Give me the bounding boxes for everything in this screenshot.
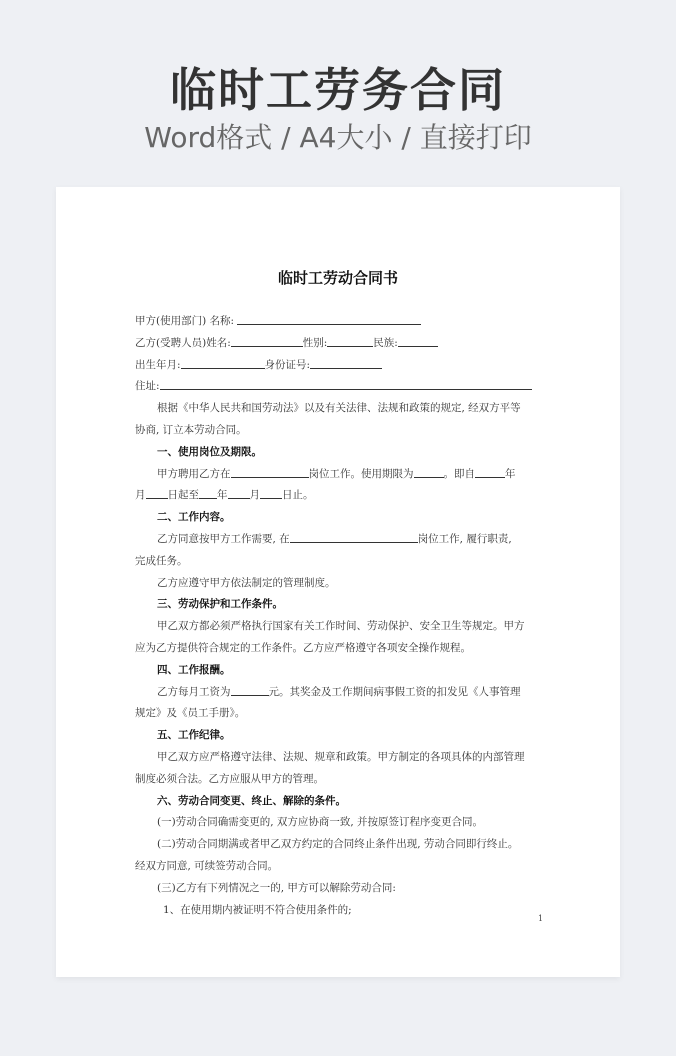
section-1-heading: 一、使用岗位及期限。 <box>157 445 262 458</box>
party-b-name-label: 乙方(受聘人员)姓名: <box>135 336 231 349</box>
address-label: 住址: <box>135 380 160 393</box>
birth-line <box>135 355 545 377</box>
section-4-line-1 <box>135 682 545 704</box>
address-blank <box>160 377 532 390</box>
section-1-line-2 <box>135 485 545 507</box>
name-blank <box>231 334 303 347</box>
section-4-line-2: 规定》及《员工手册》。 <box>135 707 246 720</box>
gender-blank <box>327 334 373 347</box>
gender-label: 性别: <box>302 336 328 349</box>
party-b-line <box>135 333 545 355</box>
s1-text-e: 月 <box>135 489 146 502</box>
s4-text-b: 元。其奖金及工作期间病事假工资的扣发见《人事管理 <box>268 685 521 698</box>
section-3-line-1: 甲乙双方都必须严格执行国家有关工作时间、劳动保护、安全卫生等规定。甲方 <box>157 620 525 633</box>
section-5-line-2: 制度必须合法。乙方应服从甲方的管理。 <box>135 772 324 785</box>
id-label: 身份证号: <box>264 358 311 371</box>
section-3-heading: 三、劳动保护和工作条件。 <box>157 598 283 611</box>
ethnicity-label: 民族: <box>373 336 398 349</box>
section-6-line-2: (二)劳动合同期满或者甲乙双方约定的合同终止条件出现, 劳动合同即行终止。 <box>157 838 519 851</box>
start-day-blank <box>146 486 168 499</box>
intro-paragraph: 根据《中华人民共和国劳动法》以及有关法律、法规和政策的规定, 经双方平等 <box>157 402 521 415</box>
section-6-line-1: (一)劳动合同确需变更的, 双方应协商一致, 并按原签订程序变更合同。 <box>157 816 484 829</box>
s1-text-f: 日起至 <box>167 489 199 502</box>
period-blank <box>414 465 444 478</box>
party-a-blank <box>237 312 421 325</box>
page-number: 1 <box>538 914 544 923</box>
id-blank <box>310 356 382 369</box>
end-month-blank <box>228 486 250 499</box>
end-year-blank <box>199 486 217 499</box>
party-a-label: 甲方(使用部门) 名称: <box>135 315 235 327</box>
birth-label: 出生年月: <box>135 358 181 371</box>
s1-text-b: 岗位工作。使用期限为 <box>308 467 414 480</box>
section-6-heading: 六、劳动合同变更、终止、解除的条件。 <box>157 794 346 807</box>
s1-text-c: 。即自 <box>443 467 475 480</box>
ethnicity-blank <box>398 334 438 347</box>
s1-text-h: 月 <box>249 489 260 502</box>
section-1-line-1 <box>135 464 545 486</box>
section-3-line-2: 应为乙方提供符合规定的工作条件。乙方应严格遵守各项安全操作规程。 <box>135 641 471 654</box>
salary-blank <box>231 683 269 696</box>
section-6-line-5: 1、在使用期内被证明不符合使用条件的; <box>163 903 352 916</box>
party-a-line <box>135 311 545 333</box>
s2-text-a: 乙方同意按甲方工作需要, 在 <box>157 532 290 545</box>
s2-text-b: 岗位工作, 履行职责, <box>417 532 512 545</box>
document-page <box>56 187 620 977</box>
start-year-blank <box>475 465 505 478</box>
section-5-line-1: 甲乙双方应严格遵守法律、法规、规章和政策。甲方制定的各项具体的内部管理 <box>157 750 525 763</box>
intro-paragraph-cont: 协商, 订立本劳动合同。 <box>135 423 247 436</box>
section-6-line-4: (三)乙方有下列情况之一的, 甲方可以解除劳动合同: <box>157 881 396 894</box>
banner-subtitle: Word格式 / A4大小 / 直接打印 <box>144 121 532 154</box>
address-line <box>135 376 545 398</box>
section-2-heading: 二、工作内容。 <box>157 511 231 524</box>
s4-text-a: 乙方每月工资为 <box>157 685 231 698</box>
section-6-line-3: 经双方同意, 可续签劳动合同。 <box>135 859 279 872</box>
section-2-line-3: 乙方应遵守甲方依法制定的管理制度。 <box>157 576 336 589</box>
document-title: 临时工劳动合同书 <box>277 269 398 287</box>
end-day-blank <box>260 486 282 499</box>
section-2-line-2: 完成任务。 <box>135 554 188 567</box>
post-blank <box>231 465 309 478</box>
banner-title: 临时工劳务合同 <box>170 63 506 117</box>
s1-text-i: 日止。 <box>282 489 314 502</box>
document-body <box>135 311 545 921</box>
birth-blank <box>181 356 265 369</box>
section-2-line-1 <box>135 529 545 551</box>
s1-text-d: 年 <box>505 467 516 480</box>
s1-text-g: 年 <box>217 489 228 502</box>
section-4-heading: 四、工作报酬。 <box>157 663 231 676</box>
section-5-heading: 五、工作纪律。 <box>157 729 231 742</box>
s1-text-a: 甲方聘用乙方在 <box>157 467 231 480</box>
job-post-blank <box>290 530 418 543</box>
